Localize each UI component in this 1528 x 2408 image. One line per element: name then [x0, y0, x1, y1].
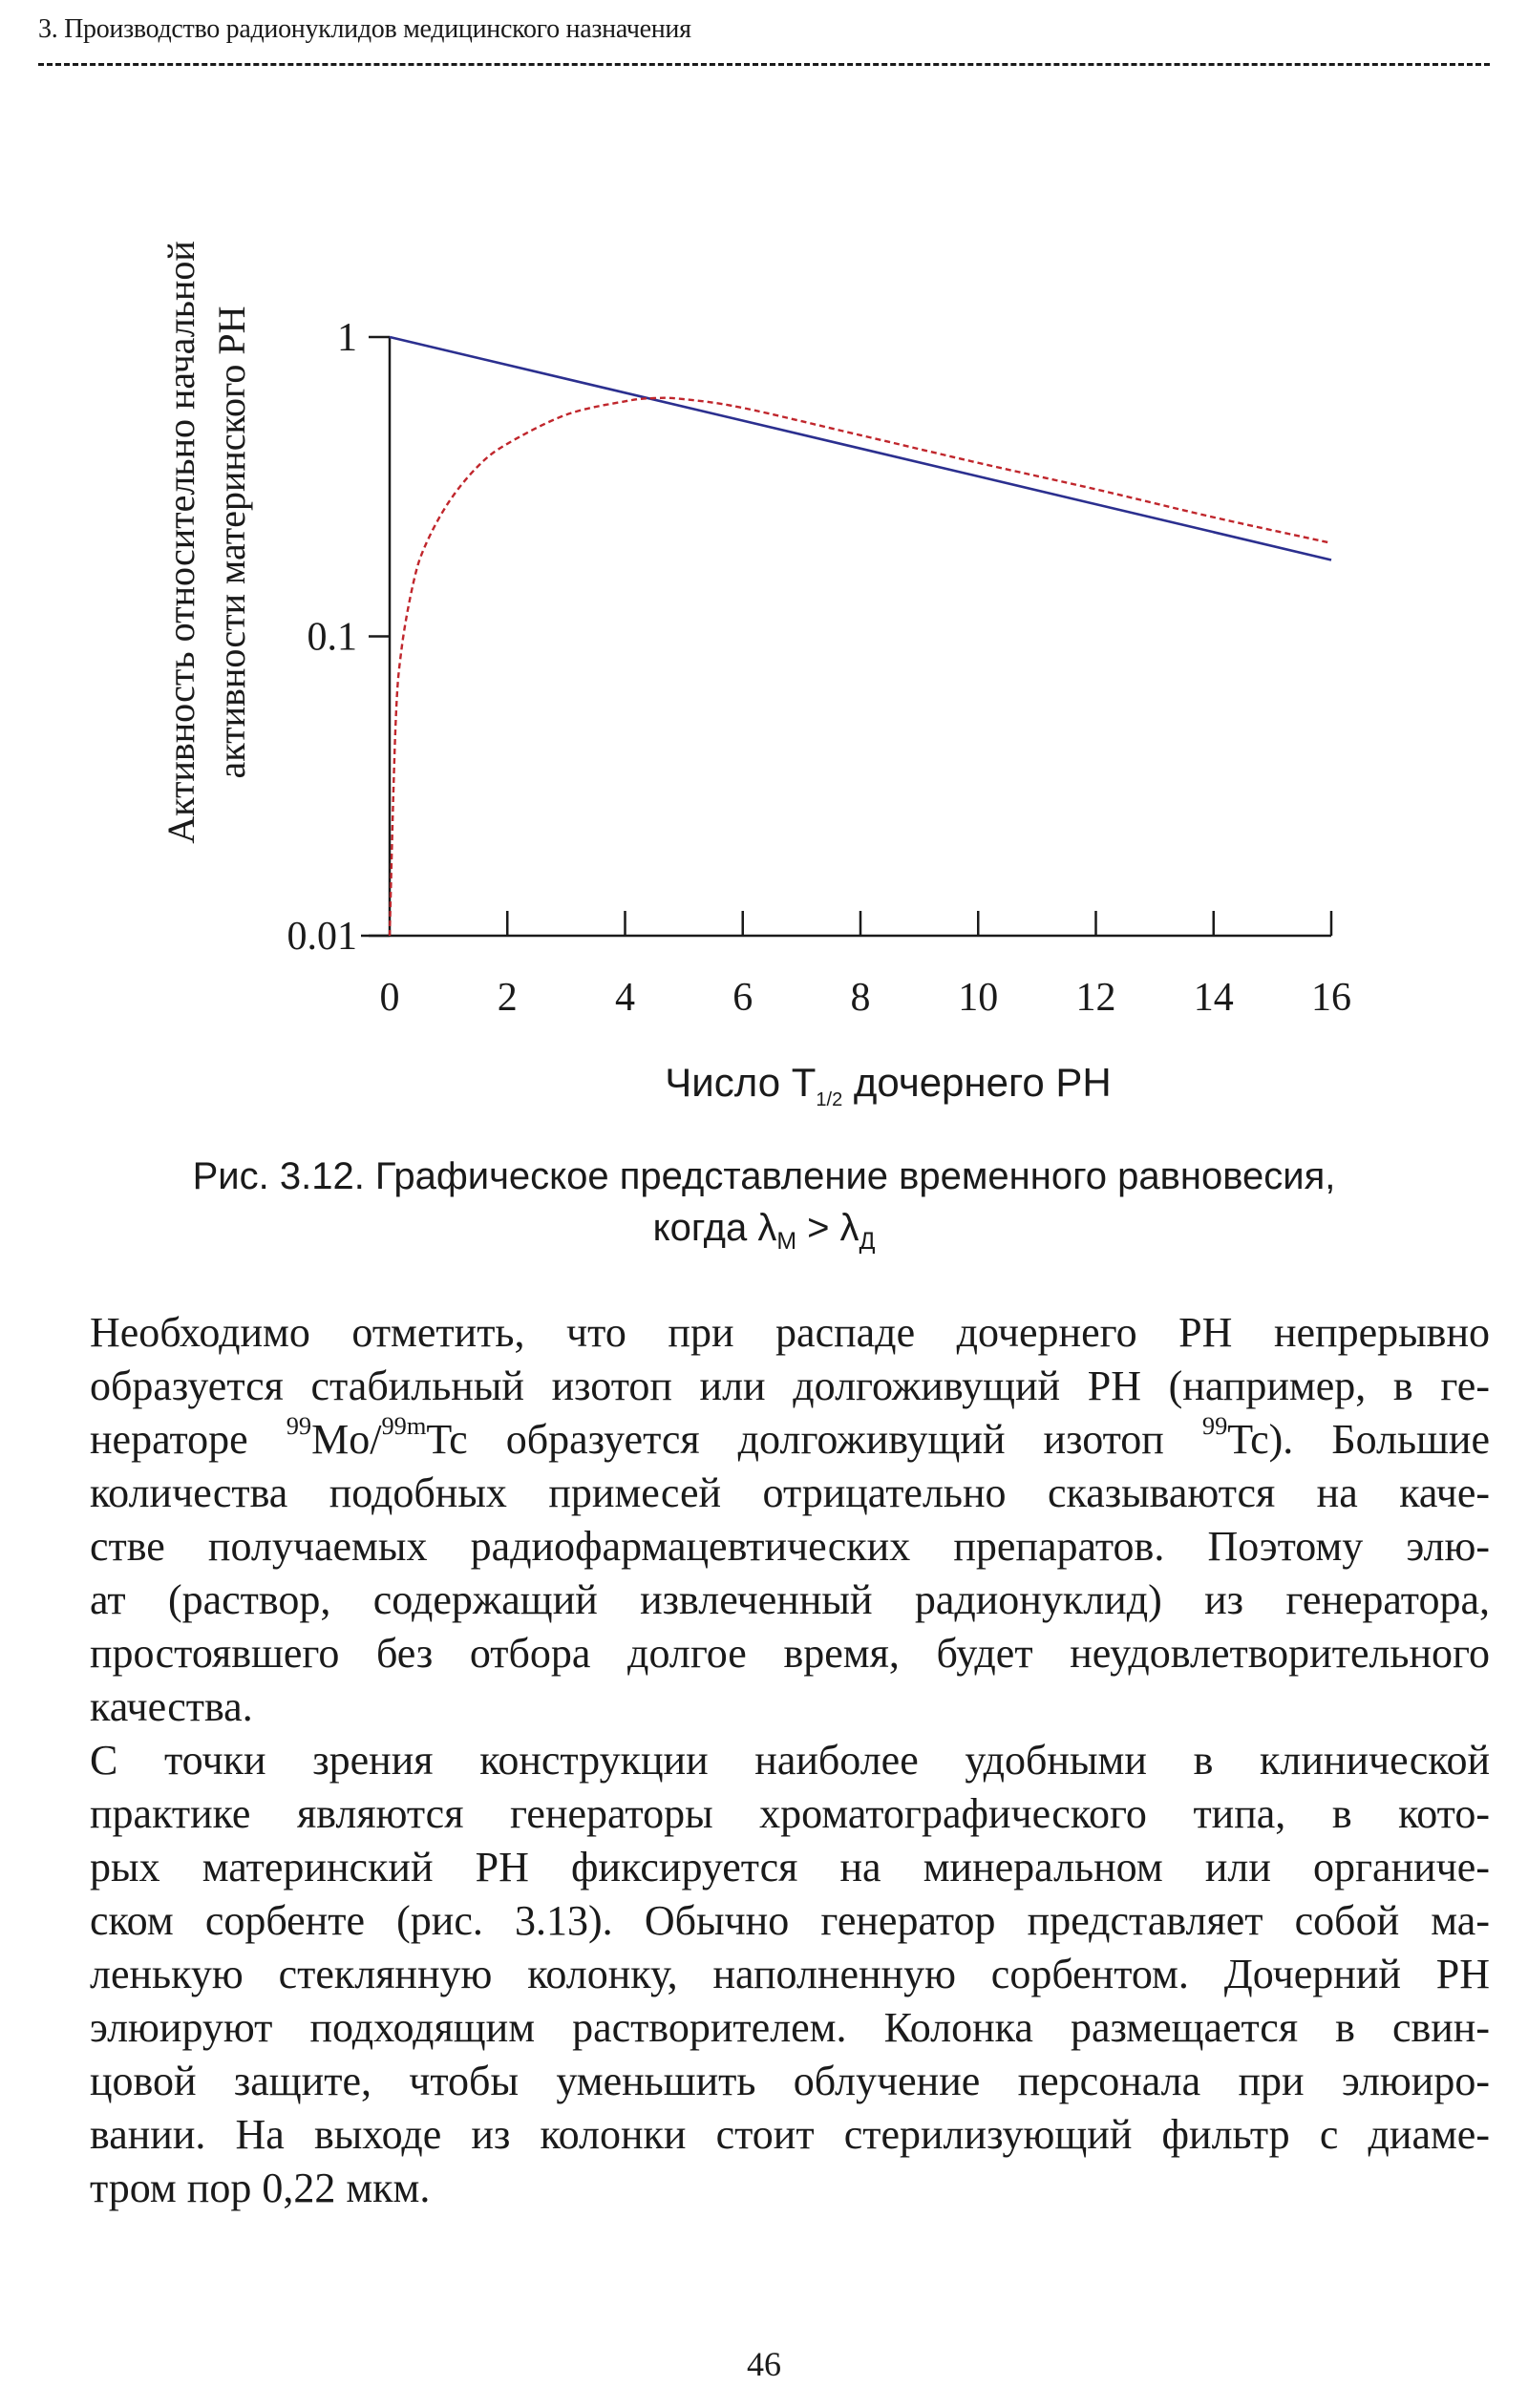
caption-line1: Рис. 3.12. Графическое представление временного равновесия, — [192, 1155, 1336, 1197]
text-segment: Tc). Большие — [1227, 1416, 1490, 1463]
axes — [361, 337, 1331, 936]
p2-line-3: рых материнский РН фиксируется на минеральном или органиче- — [90, 1844, 1490, 1890]
daughter-activity-curve — [390, 398, 1331, 936]
p1-line-7: простоявшего без отбора долгое время, будет неудовлетворительного — [90, 1630, 1490, 1677]
caption-sub-d: Д — [859, 1229, 876, 1255]
p1-line-2: образуется стабильный изотоп или долгоживущий РН (например, в ге- — [90, 1362, 1490, 1409]
p2-line-1: С точки зрения конструкции наиболее удобными в клинической — [90, 1737, 1490, 1784]
p1-line-8: качества. — [90, 1683, 253, 1730]
y-tick-label-0.01: 0.01 — [286, 915, 357, 959]
y-axis-label-line1: Активность относительно начальной — [159, 241, 202, 844]
x-axis-label-sub: 1/2 — [816, 1089, 843, 1110]
figure-caption — [76, 1151, 1452, 1254]
p1-line-4: количества подобных примесей отрицательно сказываются на каче- — [90, 1469, 1490, 1516]
x-tick-label-0: 0 — [379, 976, 400, 1020]
x-axis-label — [665, 1060, 1111, 1110]
decay-chart — [0, 143, 1528, 1117]
x-tick-label-6: 6 — [732, 976, 753, 1020]
x-tick-label-14: 14 — [1193, 976, 1234, 1020]
text-segment: нераторе — [90, 1416, 286, 1463]
caption-lambda-pre: когда λ — [652, 1207, 777, 1249]
caption-sub-m: М — [776, 1229, 796, 1255]
series-group — [390, 337, 1331, 936]
text-segment: Tc образуется долгоживущий изотоп — [426, 1416, 1202, 1463]
isotope-mass-number: 99 — [1201, 1411, 1228, 1441]
x-axis-label-pre: Число T — [665, 1060, 817, 1105]
p2-line-9: тром пор 0,22 мкм. — [90, 2165, 431, 2211]
caption-line2 — [76, 1202, 1452, 1254]
x-tick-label-10: 10 — [958, 976, 999, 1020]
isotope-mass-number: 99 — [286, 1411, 312, 1441]
x-tick-label-4: 4 — [615, 976, 635, 1020]
x-tick-label-2: 2 — [497, 976, 518, 1020]
x-tick-label-12: 12 — [1075, 976, 1116, 1020]
p1-line-5: стве получаемых радиофармацевтических препаратов. Поэтому элю- — [90, 1523, 1490, 1570]
y-axis-label-line2: активности материнского РН — [210, 306, 253, 779]
x-tick-label-8: 8 — [850, 976, 871, 1020]
p1-line-3 — [90, 1413, 1490, 1467]
p2-line-7: цовой защите, чтобы уменьшить облучение персонала при элюиро- — [90, 2058, 1490, 2104]
p1-line-1: Необходимо отметить, что при распаде дочернего РН непрерывно — [90, 1309, 1490, 1356]
header-divider — [38, 63, 1490, 66]
p2-line-2: практике являются генераторы хроматографического типа, в кото- — [90, 1790, 1490, 1837]
paragraph-2 — [90, 1734, 1490, 2215]
x-tick-label-16: 16 — [1311, 976, 1351, 1020]
y-tick-label-1: 1 — [337, 316, 357, 360]
paragraph-1 — [90, 1306, 1490, 1734]
p2-line-5: ленькую стеклянную колонку, наполненную сорбентом. Дочерний РН — [90, 1951, 1490, 1997]
running-title: 3. Производство радионуклидов медицинского назначения — [38, 14, 691, 44]
isotope-mass-number: 99m — [381, 1411, 427, 1441]
running-header — [38, 13, 1490, 71]
p1-line-6: ат (раствор, содержащий извлеченный радионуклид) из генератора, — [90, 1576, 1490, 1623]
y-axis-label — [159, 241, 253, 844]
y-tick-label-0.1: 0.1 — [307, 615, 357, 660]
p2-line-8: вании. На выходе из колонки стоит стерилизующий фильтр с диаме- — [90, 2111, 1490, 2158]
tick-labels — [287, 316, 1352, 1020]
caption-gt: > λ — [796, 1207, 860, 1249]
text-segment: Mo/ — [311, 1416, 382, 1463]
p2-line-4: ском сорбенте (рис. 3.13). Обычно генератор представляет собой ма- — [90, 1897, 1490, 1944]
page-number: 46 — [747, 2345, 781, 2383]
parent-activity-line — [390, 337, 1331, 560]
p2-line-6: элюируют подходящим растворителем. Колонка размещается в свин- — [90, 2004, 1490, 2051]
x-axis-label-post: дочернего РН — [842, 1060, 1112, 1105]
body-text — [90, 1306, 1490, 2215]
figure-3-12 — [0, 143, 1528, 1117]
